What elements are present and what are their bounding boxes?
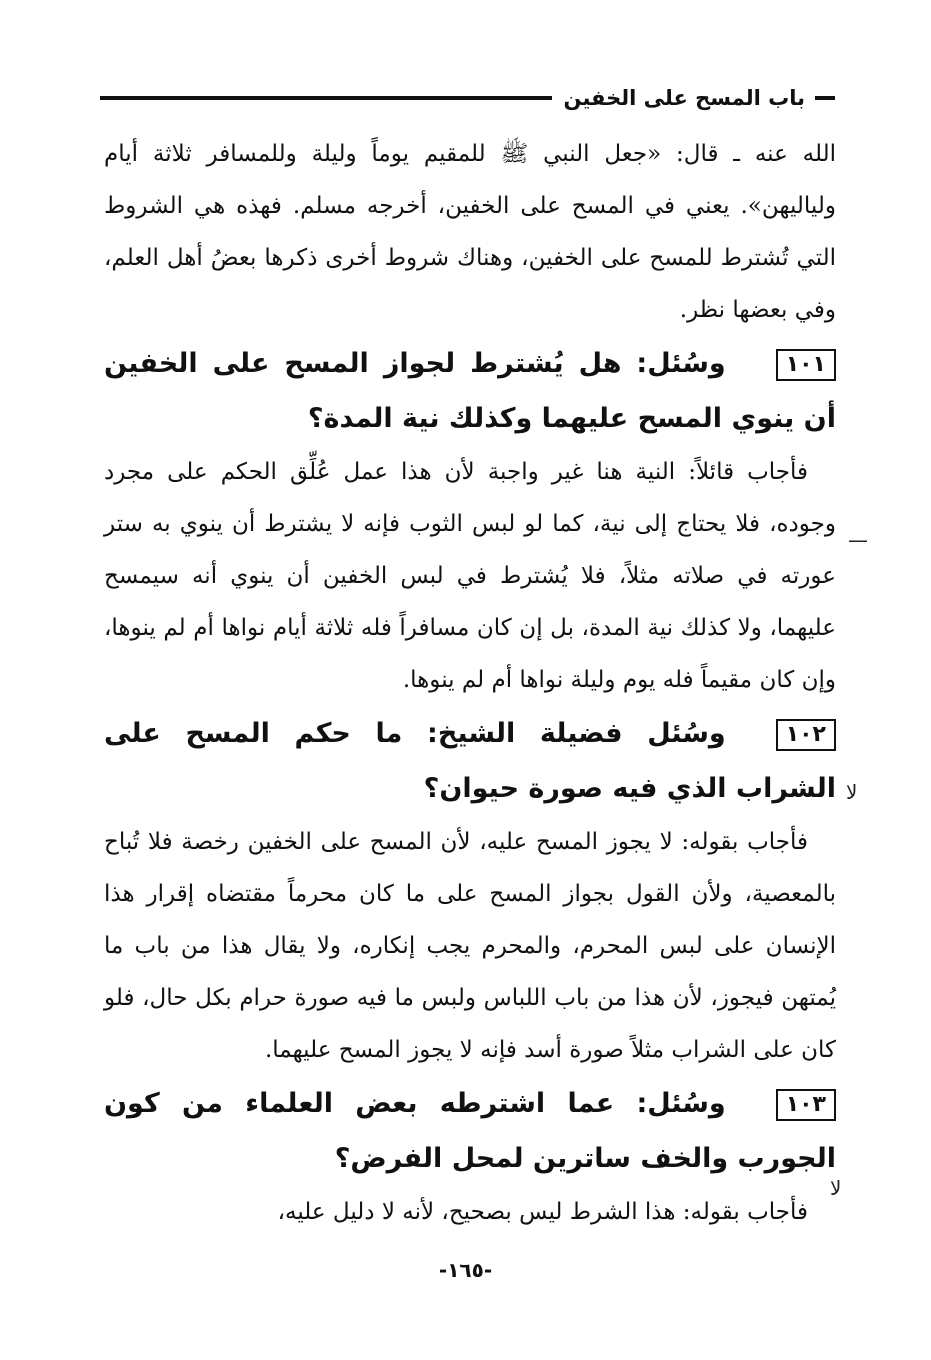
answer-101 (104, 446, 836, 706)
margin-mark: — (848, 528, 868, 552)
running-header (100, 78, 835, 118)
answer-102 (104, 816, 836, 1076)
page-body (104, 128, 836, 1238)
answer-text: فأجاب بقوله: هذا الشرط ليس بصحيح، لأنه لا دليل عليه، (277, 1199, 808, 1225)
header-title: باب المسح على الخفين (563, 86, 805, 110)
page-number: -١٦٥- (438, 1258, 493, 1282)
answer-text: فأجاب قائلاً: النية هنا غير واجبة لأن هذا عمل عُلِّق الحكم على مجرد وجوده، فلا يحتاج إلى نية، كما لو لبس الثوب فإنه لا يشترط أن ينوي به ستر عورته في صلاته مثلاً، فلا يُشترط في لبس الخفين أن ينوي أنه سيمسح عليهما، ولا كذلك نية المدة، بل إن كان مسافراً فله ثلاثة أيام نواها أم لم ينوها، وإن كان مقيماً فله يوم وليلة نواها أم لم ينوها. (104, 459, 836, 693)
header-rule-short (815, 96, 835, 100)
question-103 (104, 1076, 836, 1186)
question-text: وسُئل: هل يُشترط لجواز المسح على الخفين أن ينوي المسح عليهما وكذلك نية المدة؟ (104, 348, 836, 434)
answer-103 (104, 1186, 836, 1238)
answer-text: فأجاب بقوله: لا يجوز المسح عليه، لأن المسح على الخفين رخصة فلا تُباح بالمعصية، ولأن القول بجواز المسح على ما كان محرماً مقتضاه إقرار هذا الإنسان على لبس المحرم، والمحرم يجب إنكاره، ولا يقال هذا من باب ما يُمتهن فيجوز، لأن هذا من باب اللباس ولبس ما فيه صورة حرام بكل حال، فلو كان على الشراب مثلاً صورة أسد فإنه لا يجوز المسح عليهما. (104, 829, 836, 1063)
question-number-box: ١٠٢ (776, 719, 836, 751)
paragraph-continuation: الله عنه ـ قال: «جعل النبي ﷺ للمقيم يوماً وليلة وللمسافر ثلاثة أيام ولياليهن». يعني في المسح على الخفين، أخرجه مسلم. فهذه هي الشروط التي تُشترط للمسح على الخفين، وهناك شروط أخرى ذكرها بعضُ أهل العلم، وفي بعضها نظر. (104, 141, 836, 323)
question-number-box: ١٠٣ (776, 1089, 836, 1121)
margin-mark: ﻻ (830, 1176, 842, 1200)
question-101 (104, 336, 836, 446)
header-rule-long (100, 96, 552, 100)
margin-mark: ﻻ (846, 780, 858, 804)
question-102 (104, 706, 836, 816)
question-number-box: ١٠١ (776, 349, 836, 381)
question-text: وسُئل فضيلة الشيخ: ما حكم المسح على الشراب الذي فيه صورة حيوان؟ (104, 718, 836, 804)
question-text: وسُئل: عما اشترطه بعض العلماء من كون الجورب والخف ساترين لمحل الفرض؟ (104, 1088, 836, 1174)
